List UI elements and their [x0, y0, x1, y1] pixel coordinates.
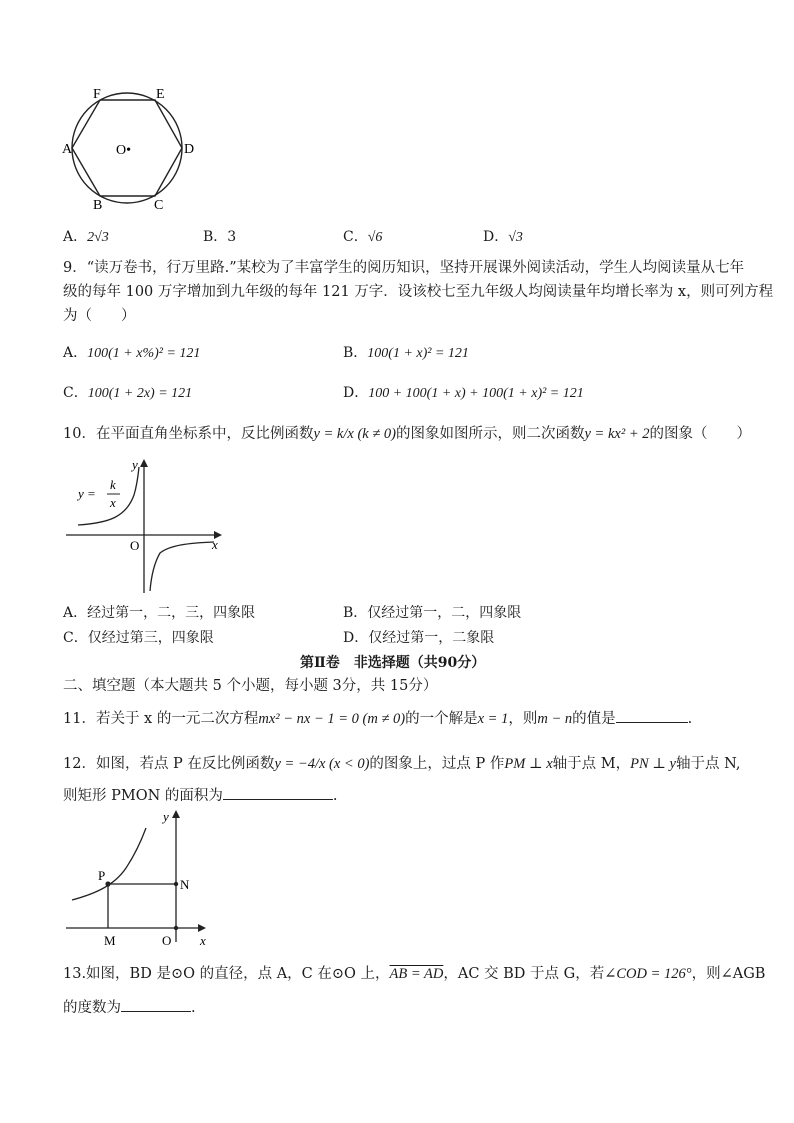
q13-line2: 的度数为 . [63, 996, 196, 1020]
label-B: B [93, 198, 103, 213]
label-N: N [180, 877, 190, 892]
q12-line1: 12．如图，若点 P 在反比例函数y = −4/x (x < 0)的图象上，过点 P 作PM ⊥ x轴于点 M，PN ⊥ y轴于点 N, [63, 756, 741, 772]
section-2-title: 第Ⅱ卷 非选择题（共90分） [300, 655, 486, 671]
q11-stem: 11．若关于 x 的一元二次方程mx² − nx − 1 = 0 (m ≠ 0)的一个解是x = 1，则m − n的值是 . [63, 707, 692, 731]
q10-hyperbola-figure [64, 455, 224, 595]
axis-y-label: y [132, 457, 138, 472]
hyperbola-curve [72, 828, 146, 900]
q8-option-a[interactable]: A．2√3 [63, 229, 109, 245]
eq-y-label: y = [78, 486, 96, 501]
eq-x-label: x [110, 495, 116, 510]
q9-option-a[interactable]: A．100(1 + x%)² = 121 [63, 345, 201, 361]
x-axis-arrow [198, 924, 206, 932]
q10-func2: y = kx² + 2 [584, 426, 650, 442]
label-D: D [184, 142, 195, 157]
q8-option-d[interactable]: D．√3 [483, 229, 523, 245]
label-E: E [156, 87, 165, 102]
q8-option-c[interactable]: C．√6 [343, 229, 383, 245]
q9-option-c[interactable]: C．100(1 + 2x) = 121 [63, 385, 193, 401]
hyperbola-branch-right [150, 542, 214, 591]
q10-option-a[interactable]: A．经过第一，二，三，四象限 [63, 605, 256, 621]
eq-k-label: k [110, 477, 116, 492]
q9-option-b[interactable]: B．100(1 + x)² = 121 [343, 345, 469, 361]
q10-option-b[interactable]: B．仅经过第一，二，四象限 [343, 605, 522, 621]
q9-option-d[interactable]: D．100 + 100(1 + x) + 100(1 + x)² = 121 [343, 385, 584, 401]
q10-option-d[interactable]: D．仅经过第一，二象限 [343, 630, 495, 646]
q8-option-b[interactable]: B．3 [203, 229, 237, 245]
label-O: O• [116, 143, 132, 158]
point-o [174, 926, 178, 930]
label-P: P [98, 868, 106, 883]
q13-line1: 13.如图，BD 是⊙O 的直径，点 A，C 在⊙O 上，AB = AD，AC 交 BD 于点 G，若∠COD = 126°，则∠AGB [63, 966, 766, 982]
q12-line2: 则矩形 PMON 的面积为 . [63, 784, 338, 808]
label-O: O [162, 933, 172, 948]
q13-arc-equality: AB = AD [389, 966, 444, 982]
y-axis-arrow [140, 459, 148, 467]
q10-option-c[interactable]: C．仅经过第三，四象限 [63, 630, 214, 646]
q12-answer-blank[interactable] [223, 785, 333, 800]
q9-line3: 为（ ） [63, 308, 136, 324]
point-n [174, 882, 178, 886]
label-x: x [200, 933, 206, 948]
q9-line2: 级的每年 100 万字增加到九年级的每年 121 万字．设该校七至九年级人均阅读量年均增长率为 x，则可列方程 [63, 284, 774, 300]
axis-x-label: x [212, 537, 218, 552]
q11-answer-blank[interactable] [616, 708, 688, 723]
q10-stem: 10．在平面直角坐标系中，反比例函数y = k/x (k ≠ 0)的图象如图所示，则二次函数y = kx² + 2的图象（ ） [63, 426, 751, 442]
y-axis-arrow [172, 810, 180, 818]
section-2-heading: 二、填空题（本大题共 5 个小题，每小题 3分，共 15分） [63, 678, 438, 694]
q12-rectangle-figure [64, 808, 224, 948]
label-F: F [93, 87, 101, 102]
q13-answer-blank[interactable] [121, 997, 191, 1012]
hexagon-circle-figure [60, 86, 210, 216]
label-A: A [62, 142, 73, 157]
label-y: y [163, 809, 169, 824]
label-M: M [104, 933, 116, 948]
q9-line1: 9．“读万卷书，行万里路.”某校为了丰富学生的阅历知识，坚持开展课外阅读活动，学生人均阅读量从七年 [63, 260, 745, 276]
q10-func1: y = k/x (k ≠ 0) [313, 426, 396, 442]
point-p [105, 881, 110, 886]
label-C: C [154, 198, 164, 213]
origin-label: O [130, 538, 140, 553]
